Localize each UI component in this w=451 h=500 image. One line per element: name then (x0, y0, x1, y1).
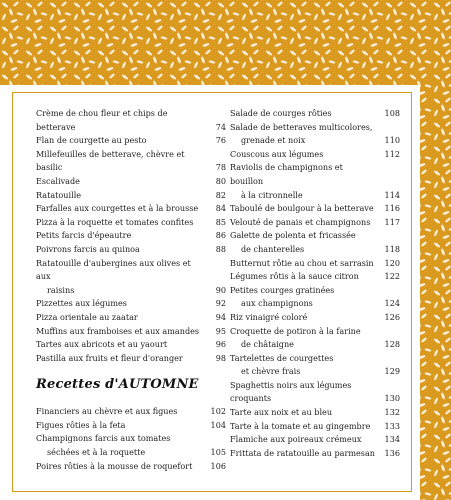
toc-entry (230, 325, 400, 339)
toc-entry-title: Velouté de panais et champignons (230, 216, 371, 227)
toc-entry (36, 107, 226, 134)
toc-entry-title: Croquette de potiron à la farine (230, 325, 361, 336)
toc-entry (36, 325, 226, 339)
toc-entry-title: Champignons farcis aux tomates (36, 433, 171, 444)
toc-entry-title: Pizza à la roquette et tomates confites (36, 216, 194, 227)
toc-entry-page: 132 (384, 407, 400, 418)
toc-entry-title: Escalivade (36, 175, 80, 186)
toc-entry-title: Spaghettis noirs aux légumes croquants (230, 379, 352, 404)
toc-entry-title: raisins (47, 284, 75, 295)
toc-entry (230, 406, 400, 420)
toc-entry (230, 420, 400, 434)
toc-entry-title: Crème de chou fleur et chips de betterave (36, 108, 168, 132)
toc-entry-title: Financiers au chèvre et aux figues (36, 406, 178, 417)
toc-entry-title: à la citronnelle (241, 189, 303, 200)
toc-entry-title: Tarte à la tomate et au gingembre (230, 420, 371, 431)
left-entries-bottom (36, 405, 226, 473)
toc-entry-title: Flan de courgette au pesto (36, 135, 147, 146)
toc-entry-title: Salade de betteraves multicolores, (230, 121, 373, 132)
toc-entry-page: 96 (215, 339, 226, 350)
toc-entry (230, 107, 400, 121)
toc-entry-title: de chanterelles (241, 243, 305, 254)
toc-entry-page: 102 (210, 406, 226, 417)
toc-entry (36, 311, 226, 325)
toc-entry (230, 202, 400, 216)
toc-entry-page: 85 (215, 216, 226, 227)
toc-entry-title: Pastilla aux fruits et fleur d'oranger (36, 352, 183, 363)
toc-entry-title: Tartes aux abricots et au yaourt (36, 339, 168, 350)
toc-entry-title: Farfalles aux courgettes et à la brousse (36, 203, 199, 214)
toc-entry-title: Frittata de ratatouille au parmesan (230, 447, 375, 458)
toc-entry-title: séchées et à la roquette (47, 447, 146, 458)
toc-entry-title: Millefeuilles de betterave, chèvre et basilic (36, 148, 185, 173)
toc-entry (36, 229, 226, 243)
toc-entry (36, 405, 226, 419)
toc-entry-page: 120 (384, 257, 400, 268)
toc-entry (230, 379, 400, 406)
toc-entry (36, 134, 226, 148)
toc-entry-title: Poires rôties à la mousse de roquefort (36, 460, 193, 471)
toc-entry-page: 88 (215, 243, 226, 254)
toc-entry-page: 95 (215, 325, 226, 336)
toc-entry (230, 311, 400, 325)
toc-entry-title: et chèvre frais (241, 366, 301, 377)
toc-entry-title: Petits farcis d'épeautre (36, 230, 132, 241)
toc-entry-page: 108 (384, 108, 400, 118)
toc-entry (230, 134, 400, 148)
toc-entry-title: aux champignons (241, 298, 313, 309)
toc-entry-page: 86 (215, 230, 226, 241)
toc-entry (36, 189, 226, 203)
toc-entry-page: 94 (215, 311, 226, 322)
toc-entry-title: Salade de courges rôties (230, 108, 332, 118)
toc-entry-title: Galette de polenta et fricassée (230, 230, 356, 241)
toc-entry-title: Raviolis de champignons et bouillon (230, 162, 343, 186)
toc-entry (230, 229, 400, 243)
toc-entry-title: Butternut rôtie au chou et sarrasin (230, 257, 374, 268)
toc-entry-title: Ratatouille (36, 189, 82, 200)
toc-entry-page: 118 (384, 243, 400, 254)
toc-entry-title: Flamiche aux poireaux crémeux (230, 434, 362, 445)
left-column (36, 107, 226, 473)
toc-entry (230, 365, 400, 379)
toc-entry (36, 216, 226, 230)
toc-entry (36, 460, 226, 474)
toc-entry (230, 284, 400, 298)
toc-entry (36, 419, 226, 433)
toc-entry-page: 126 (384, 311, 400, 322)
toc-entry (230, 257, 400, 271)
toc-entry (36, 446, 226, 460)
toc-entry-title: Ratatouille d'aubergines aux olives et aux (36, 257, 191, 282)
toc-entry-page: 105 (210, 447, 226, 458)
toc-entry-title: Pizzettes aux légumes (36, 298, 127, 309)
section-title-autumn: Recettes d'AUTOMNE (36, 377, 199, 393)
toc-entry-page: 104 (210, 419, 226, 430)
toc-entry (36, 297, 226, 311)
toc-entry (36, 148, 226, 175)
toc-entry-title: Tartelettes de courgettes (230, 352, 334, 363)
toc-entry-page: 130 (384, 393, 400, 404)
toc-entry (230, 270, 400, 284)
right-column (230, 107, 400, 460)
toc-entry-page: 122 (384, 271, 400, 282)
toc-entry (230, 433, 400, 447)
toc-entry-title: de châtaigne (241, 339, 294, 350)
toc-entry-page: 116 (384, 203, 400, 214)
toc-entry (36, 352, 226, 366)
toc-entry (230, 161, 400, 188)
toc-entry (36, 284, 226, 298)
toc-entry-page: 112 (384, 148, 400, 159)
toc-entry-title: Taboulé de boulgour à la betterave (230, 203, 374, 214)
right-entries (230, 107, 400, 460)
toc-entry-page: 124 (384, 298, 400, 309)
toc-entry (230, 216, 400, 230)
toc-entry (36, 202, 226, 216)
toc-entry-title: Figues rôties à la feta (36, 419, 126, 430)
toc-entry (230, 447, 400, 461)
toc-entry-title: Muffins aux framboises et aux amandes (36, 325, 200, 336)
toc-entry (230, 189, 400, 203)
toc-entry (36, 175, 226, 189)
toc-entry (230, 352, 400, 366)
toc-entry-page: 92 (215, 298, 226, 309)
toc-entry-page: 136 (384, 447, 400, 458)
toc-entry-title: grenade et noix (241, 135, 306, 146)
toc-entry-page: 98 (215, 352, 226, 363)
toc-entry-title: Poivrons farcis au quinoa (36, 243, 140, 254)
toc-entry-page: 128 (384, 339, 400, 350)
toc-entry (230, 148, 400, 162)
toc-entry (36, 243, 226, 257)
toc-entry-page: 129 (384, 366, 400, 377)
toc-entry-title: Petites courges gratinées (230, 284, 335, 295)
toc-entry-title: Pizza orientale au zaatar (36, 311, 138, 322)
toc-entry-page: 84 (215, 203, 226, 214)
toc-entry-page: 106 (210, 460, 226, 471)
toc-entry-page: 117 (384, 216, 400, 227)
toc-entry-title: Riz vinaigré coloré (230, 311, 308, 322)
toc-entry-title: Couscous aux légumes (230, 148, 324, 159)
toc-entry (36, 432, 226, 446)
toc-entry (36, 338, 226, 352)
toc-entry-page: 74 (215, 121, 226, 132)
toc-entry (230, 297, 400, 311)
toc-entry-title: Tarte aux noix et au bleu (230, 407, 333, 418)
toc-entry (230, 243, 400, 257)
toc-entry-page: 80 (215, 175, 226, 186)
toc-entry-page: 76 (215, 135, 226, 146)
toc-entry (230, 121, 400, 135)
toc-entry-page: 90 (215, 284, 226, 295)
toc-entry-title: Légumes rôtis à la sauce citron (230, 271, 359, 282)
toc-entry-page: 78 (215, 162, 226, 173)
toc-entry-page: 133 (384, 420, 400, 431)
toc-entry-page: 110 (384, 135, 400, 146)
toc-entry (230, 338, 400, 352)
toc-entry (36, 257, 226, 284)
toc-entry-page: 134 (384, 434, 400, 445)
toc-entry-page: 114 (384, 189, 400, 200)
left-entries-top (36, 107, 226, 365)
toc-entry-page: 82 (215, 189, 226, 200)
